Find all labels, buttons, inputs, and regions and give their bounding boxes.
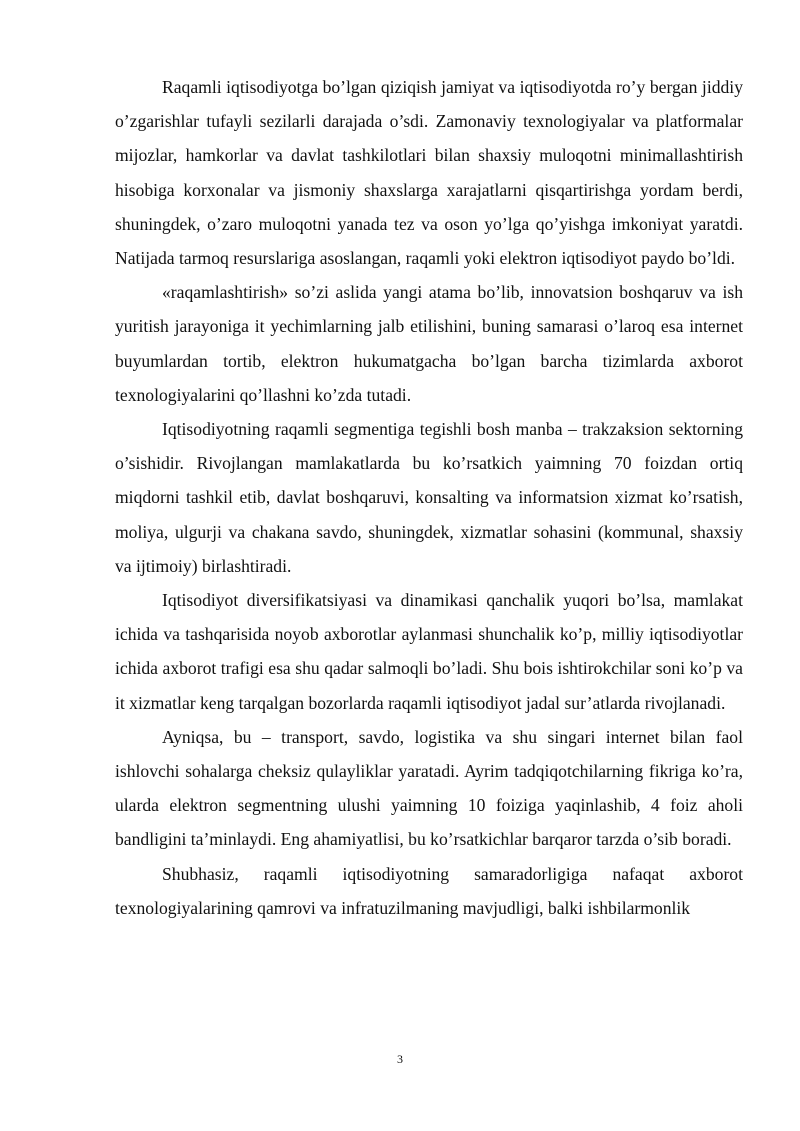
paragraph-6: Shubhasiz, raqamli iqtisodiyotning samaradorligiga nafaqat axborot texnologiyalarining qamrovi va infratuzilmaning mavjudligi, balki ishbilarmonlik [115,863,743,918]
paragraph-2: «raqamlashtirish» so’zi aslida yangi atama bo’lib, innovatsion boshqaruv va ish yuritish jarayoniga it yechimlarning jalb etilishini, buning samarasi o’laroq esa internet buyumlardan tortib, elektron hukumatgacha bo’lgan barcha tizimlarda axborot texnologiyalarini qo’llashni ko’zda tutadi. [115,282,743,405]
document-body [115,70,743,925]
paragraph-3: Iqtisodiyotning raqamli segmentiga tegishli bosh manba – trakzaksion sektorning o’sishidir. Rivojlangan mamlakatlarda bu ko’rsatkich yaimning 70 foizdan ortiq miqdorni tashkil etib, davlat boshqaruvi, konsalting va informatsion xizmat ko’rsatish, moliya, ulgurji va chakana savdo, shuningdek, xizmatlar sohasini (kommunal, shaxsiy va ijtimoiy) birlashtiradi. [115,419,743,576]
paragraph-1: Raqamli iqtisodiyotga bo’lgan qiziqish jamiyat va iqtisodiyotda ro’y bergan jiddiy o’zgarishlar tufayli sezilarli darajada o’sdi. Zamonaviy texnologiyalar va platformalar mijozlar, hamkorlar va davlat tashkilotlari bilan shaxsiy muloqotni minimallashtirish hisobiga korxonalar va jismoniy shaxslarga xarajatlarni qisqartirishga yordam berdi, shuningdek, o’zaro muloqotni yanada tez va oson yo’lga qo’yishga imkoniyat yaratdi. Natijada tarmoq resurslariga asoslangan, raqamli yoki elektron iqtisodiyot paydo bo’ldi. [115,77,743,269]
paragraph-5: Ayniqsa, bu – transport, savdo, logistika va shu singari internet bilan faol ishlovchi sohalarga cheksiz qulayliklar yaratadi. Ayrim tadqiqotchilarning fikriga ko’ra, ularda elektron segmentning ulushi yaimning 10 foiziga yaqinlashib, 4 foiz aholi bandligini ta’minlaydi. Eng ahamiyatlisi, bu ko’rsatkichlar barqaror tarzda o’sib boradi. [115,726,743,850]
paragraph-4: Iqtisodiyot diversifikatsiyasi va dinamikasi qanchalik yuqori bo’lsa, mamlakat ichida va tashqarisida noyob axborotlar aylanmasi shunchalik ko’p, milliy iqtisodiyotlar ichida axborot trafigi esa shu qadar salmoqli bo’ladi. Shu bois ishtirokchilar soni ko’p va it xizmatlar keng tarqalgan bozorlarda raqamli iqtisodiyot jadal sur’atlarda rivojlanadi. [115,590,743,713]
page-number: 3 [397,1052,403,1066]
